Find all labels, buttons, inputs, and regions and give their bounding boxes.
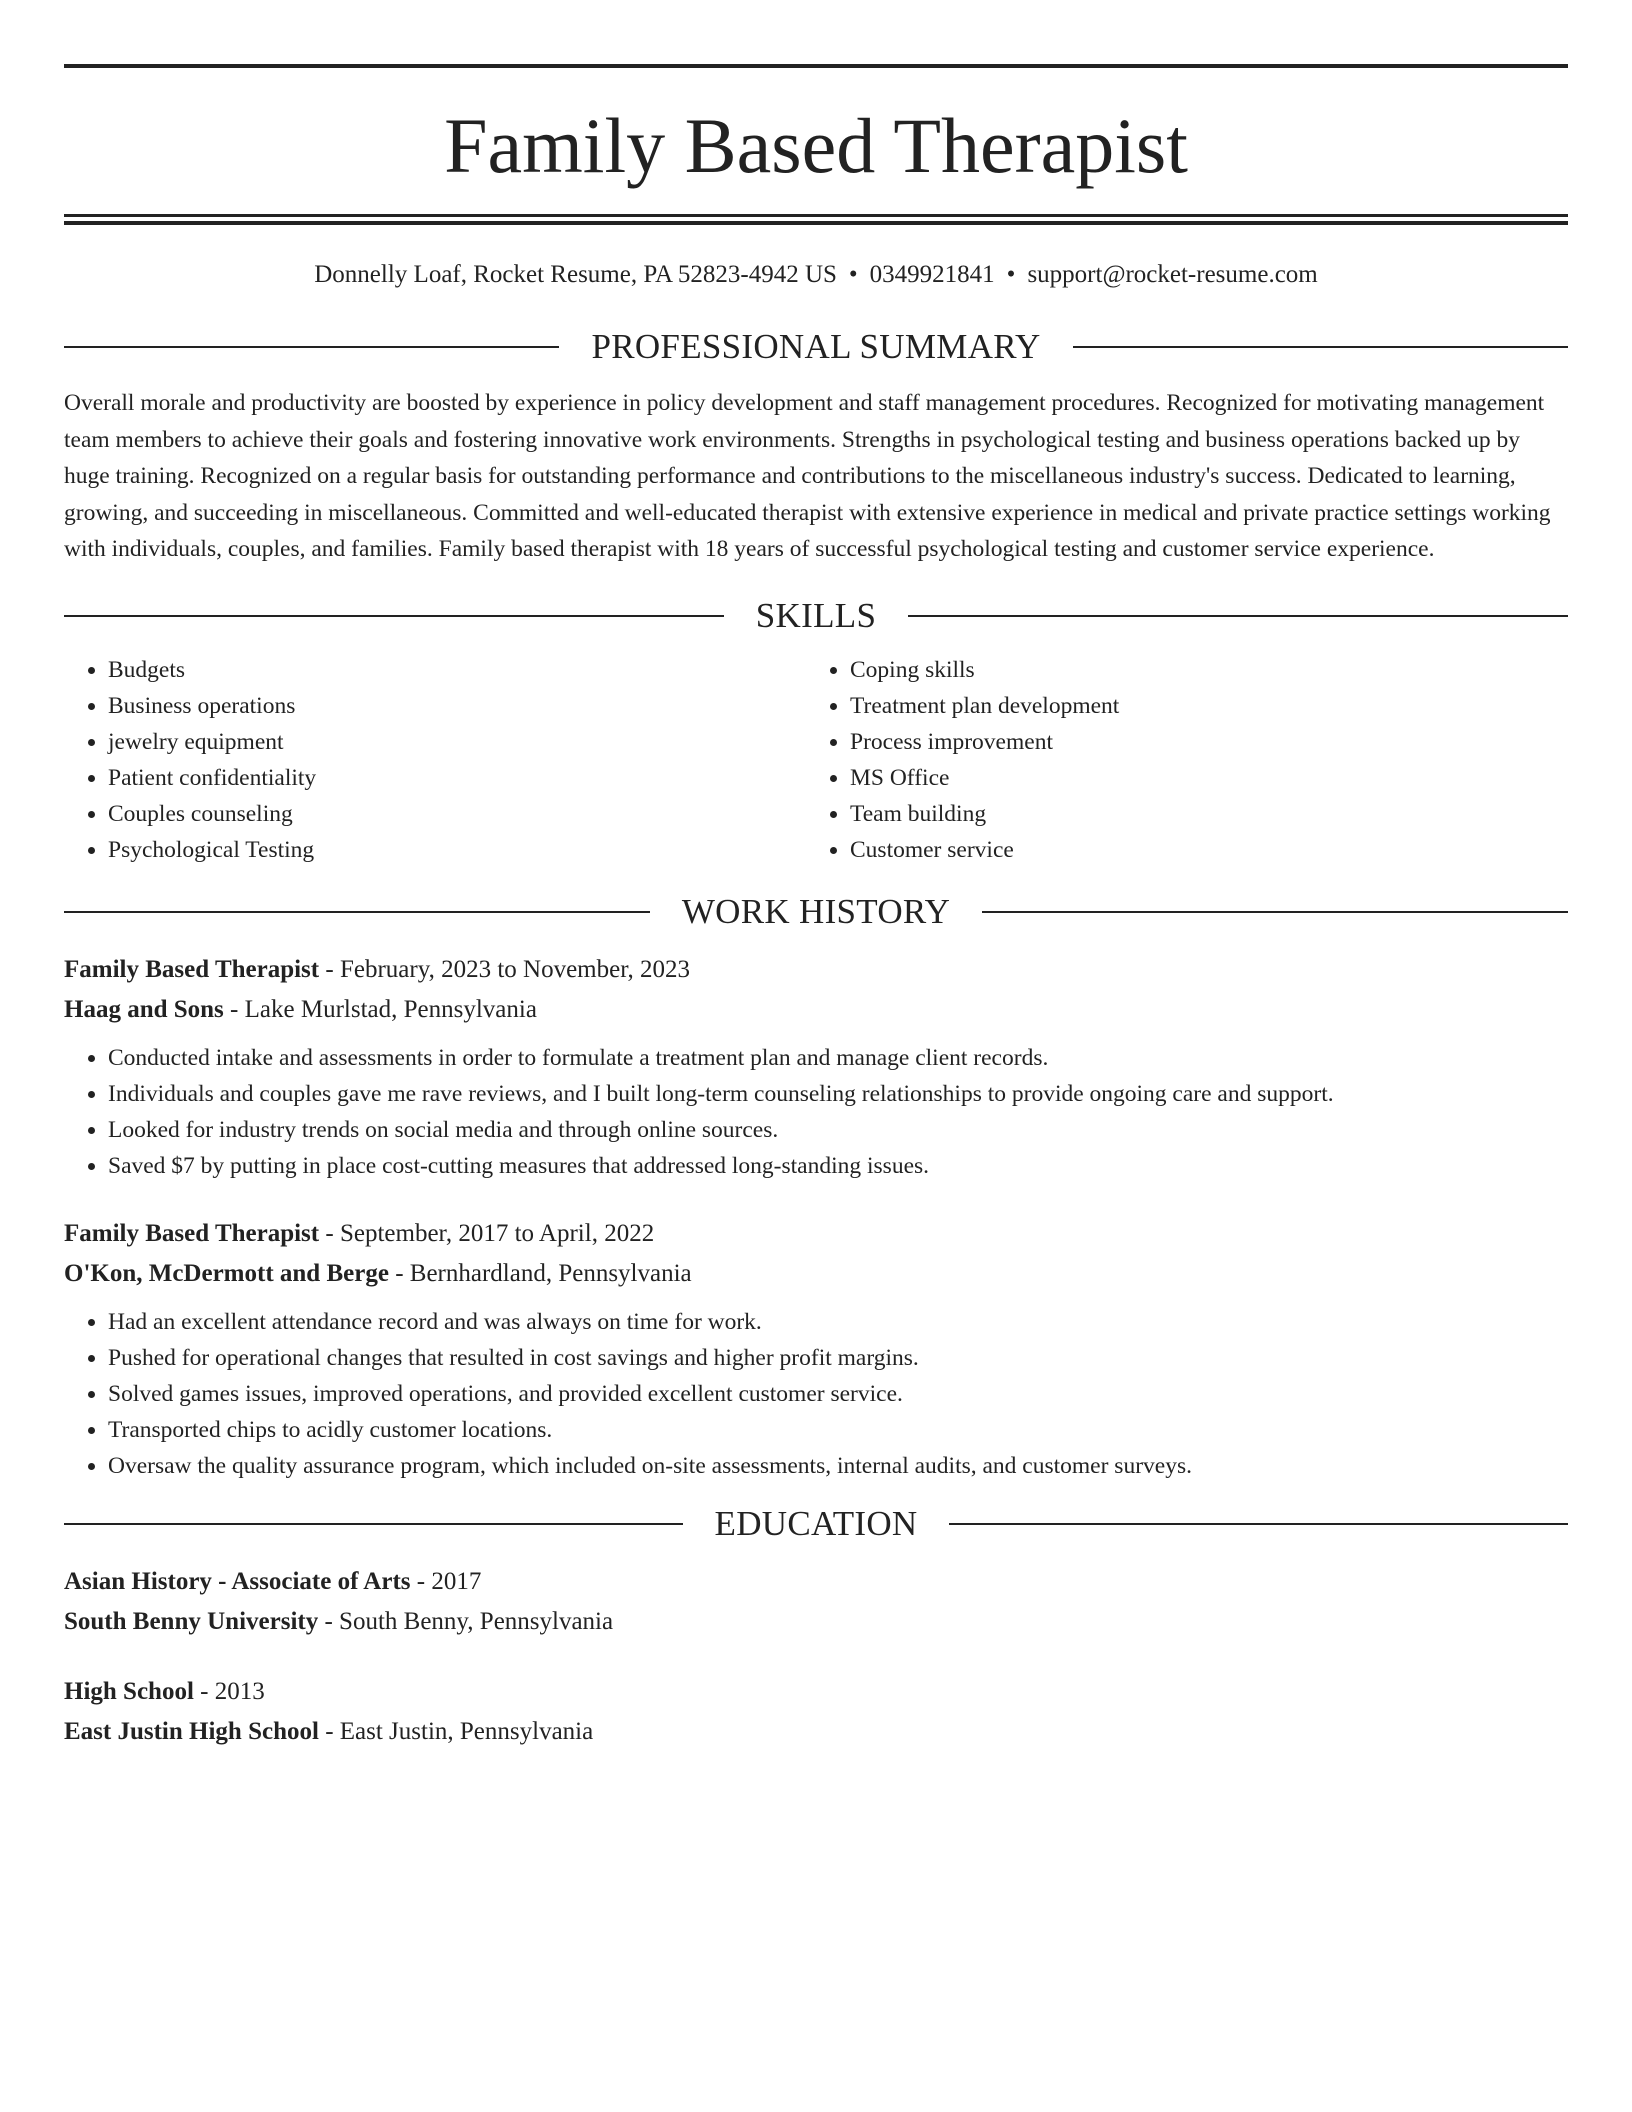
job-entry — [64, 950, 1568, 1184]
skill-item: • Business operations — [108, 688, 806, 724]
job-bullet: • Saved $7 by putting in place cost-cutting measures that addressed long-standing issues. — [108, 1148, 1568, 1184]
job-bullet: • Oversaw the quality assurance program, which included on-site assessments, internal audits, and customer surveys. — [108, 1448, 1568, 1484]
page-title: Family Based Therapist — [444, 102, 1188, 189]
job-bullet: • Pushed for operational changes that resulted in cost savings and higher profit margins. — [108, 1340, 1568, 1376]
section-rule — [64, 911, 650, 913]
job-company-line — [64, 1254, 1568, 1294]
contact-email: support@rocket-resume.com — [1027, 261, 1318, 288]
job-bullet: • Solved games issues, improved operations, and provided excellent customer service. — [108, 1376, 1568, 1412]
summary-section-header — [64, 325, 1568, 369]
title-double-rule — [64, 214, 1568, 225]
skill-item: • Process improvement — [850, 724, 1548, 760]
skills-heading: SKILLS — [755, 595, 877, 635]
section-rule — [1073, 346, 1568, 348]
contact-phone: 0349921841 — [869, 261, 995, 288]
job-title-line — [64, 950, 1568, 990]
work-section-header — [64, 890, 1568, 934]
job-entry — [64, 1214, 1568, 1484]
skills-column-right — [806, 652, 1548, 868]
skill-item: • jewelry equipment — [108, 724, 806, 760]
contact-address: Donnelly Loaf, Rocket Resume, PA 52823-4942 US — [314, 261, 837, 288]
education-heading: EDUCATION — [714, 1503, 918, 1543]
contact-separator: • — [1006, 261, 1016, 288]
education-section-header — [64, 1502, 1568, 1546]
contact-line — [64, 259, 1568, 291]
skill-item: • MS Office — [850, 760, 1548, 796]
resume-page — [64, 64, 1568, 1752]
education-school-line — [64, 1602, 1568, 1642]
section-rule — [982, 911, 1568, 913]
job-bullet: • Conducted intake and assessments in order to formulate a treatment plan and manage client records. — [108, 1040, 1568, 1076]
job-title: Family Based Therapist — [64, 955, 320, 983]
education-entry — [64, 1562, 1568, 1642]
top-rule — [64, 64, 1568, 68]
education-degree-line — [64, 1562, 1568, 1602]
job-dates: - February, 2023 to November, 2023 — [319, 955, 691, 983]
job-company-line — [64, 990, 1568, 1030]
skill-item: • Couples counseling — [108, 796, 806, 832]
education-school: South Benny University — [64, 1607, 319, 1635]
job-bullets — [64, 1040, 1568, 1184]
job-bullet: • Individuals and couples gave me rave reviews, and I built long-term counseling relationships to provide ongoing care and support. — [108, 1076, 1568, 1112]
job-title-line — [64, 1214, 1568, 1254]
section-rule — [949, 1523, 1568, 1525]
education-degree: Asian History - Associate of Arts — [64, 1567, 411, 1595]
education-degree-line — [64, 1672, 1568, 1712]
skill-item: • Team building — [850, 796, 1548, 832]
skill-item: • Customer service — [850, 832, 1548, 868]
education-year: - 2013 — [193, 1677, 265, 1705]
skills-column-left — [64, 652, 806, 868]
education-year: - 2017 — [410, 1567, 482, 1595]
skill-item: • Coping skills — [850, 652, 1548, 688]
job-company: O'Kon, McDermott and Berge — [64, 1259, 389, 1287]
job-bullet: • Looked for industry trends on social media and through online sources. — [108, 1112, 1568, 1148]
section-rule — [64, 346, 559, 348]
summary-heading: PROFESSIONAL SUMMARY — [591, 327, 1041, 366]
work-heading: WORK HISTORY — [681, 891, 951, 931]
job-company: Haag and Sons — [64, 995, 224, 1023]
section-rule — [64, 1523, 683, 1525]
section-rule — [64, 615, 724, 617]
skills-list — [64, 652, 1568, 868]
skill-item: • Budgets — [108, 652, 806, 688]
skill-item: • Psychological Testing — [108, 832, 806, 868]
job-bullet: • Transported chips to acidly customer locations. — [108, 1412, 1568, 1448]
job-location: - Lake Murlstad, Pennsylvania — [223, 995, 537, 1023]
education-school-line — [64, 1712, 1568, 1752]
contact-separator: • — [848, 261, 858, 288]
education-location: - South Benny, Pennsylvania — [318, 1607, 614, 1635]
education-degree: High School — [64, 1677, 194, 1705]
job-bullets — [64, 1304, 1568, 1484]
job-bullet: • Had an excellent attendance record and was always on time for work. — [108, 1304, 1568, 1340]
summary-text: Overall morale and productivity are boosted by experience in policy development and staff management procedures. Recognized for motivating management team members to achieve their goals and fostering innovative work environments. Strengths in psychological testing and business operations backed up by huge training. Recognized on a regular basis for outstanding performance and contributions to the miscellaneous industry's success. Dedicated to learning, growing, and succeeding in miscellaneous. Committed and well-educated therapist with extensive experience in medical and private practice settings working with individuals, couples, and families. Family based therapist with 18 years of successful psychological testing and customer service experience. — [64, 390, 1551, 562]
job-title: Family Based Therapist — [64, 1219, 320, 1247]
job-location: - Bernhardland, Pennsylvania — [388, 1259, 692, 1287]
skill-item: • Patient confidentiality — [108, 760, 806, 796]
skills-section-header — [64, 594, 1568, 638]
skill-item: • Treatment plan development — [850, 688, 1548, 724]
education-location: - East Justin, Pennsylvania — [318, 1717, 594, 1745]
section-rule — [908, 615, 1568, 617]
education-entry — [64, 1672, 1568, 1752]
education-school: East Justin High School — [64, 1717, 319, 1745]
job-dates: - September, 2017 to April, 2022 — [319, 1219, 655, 1247]
